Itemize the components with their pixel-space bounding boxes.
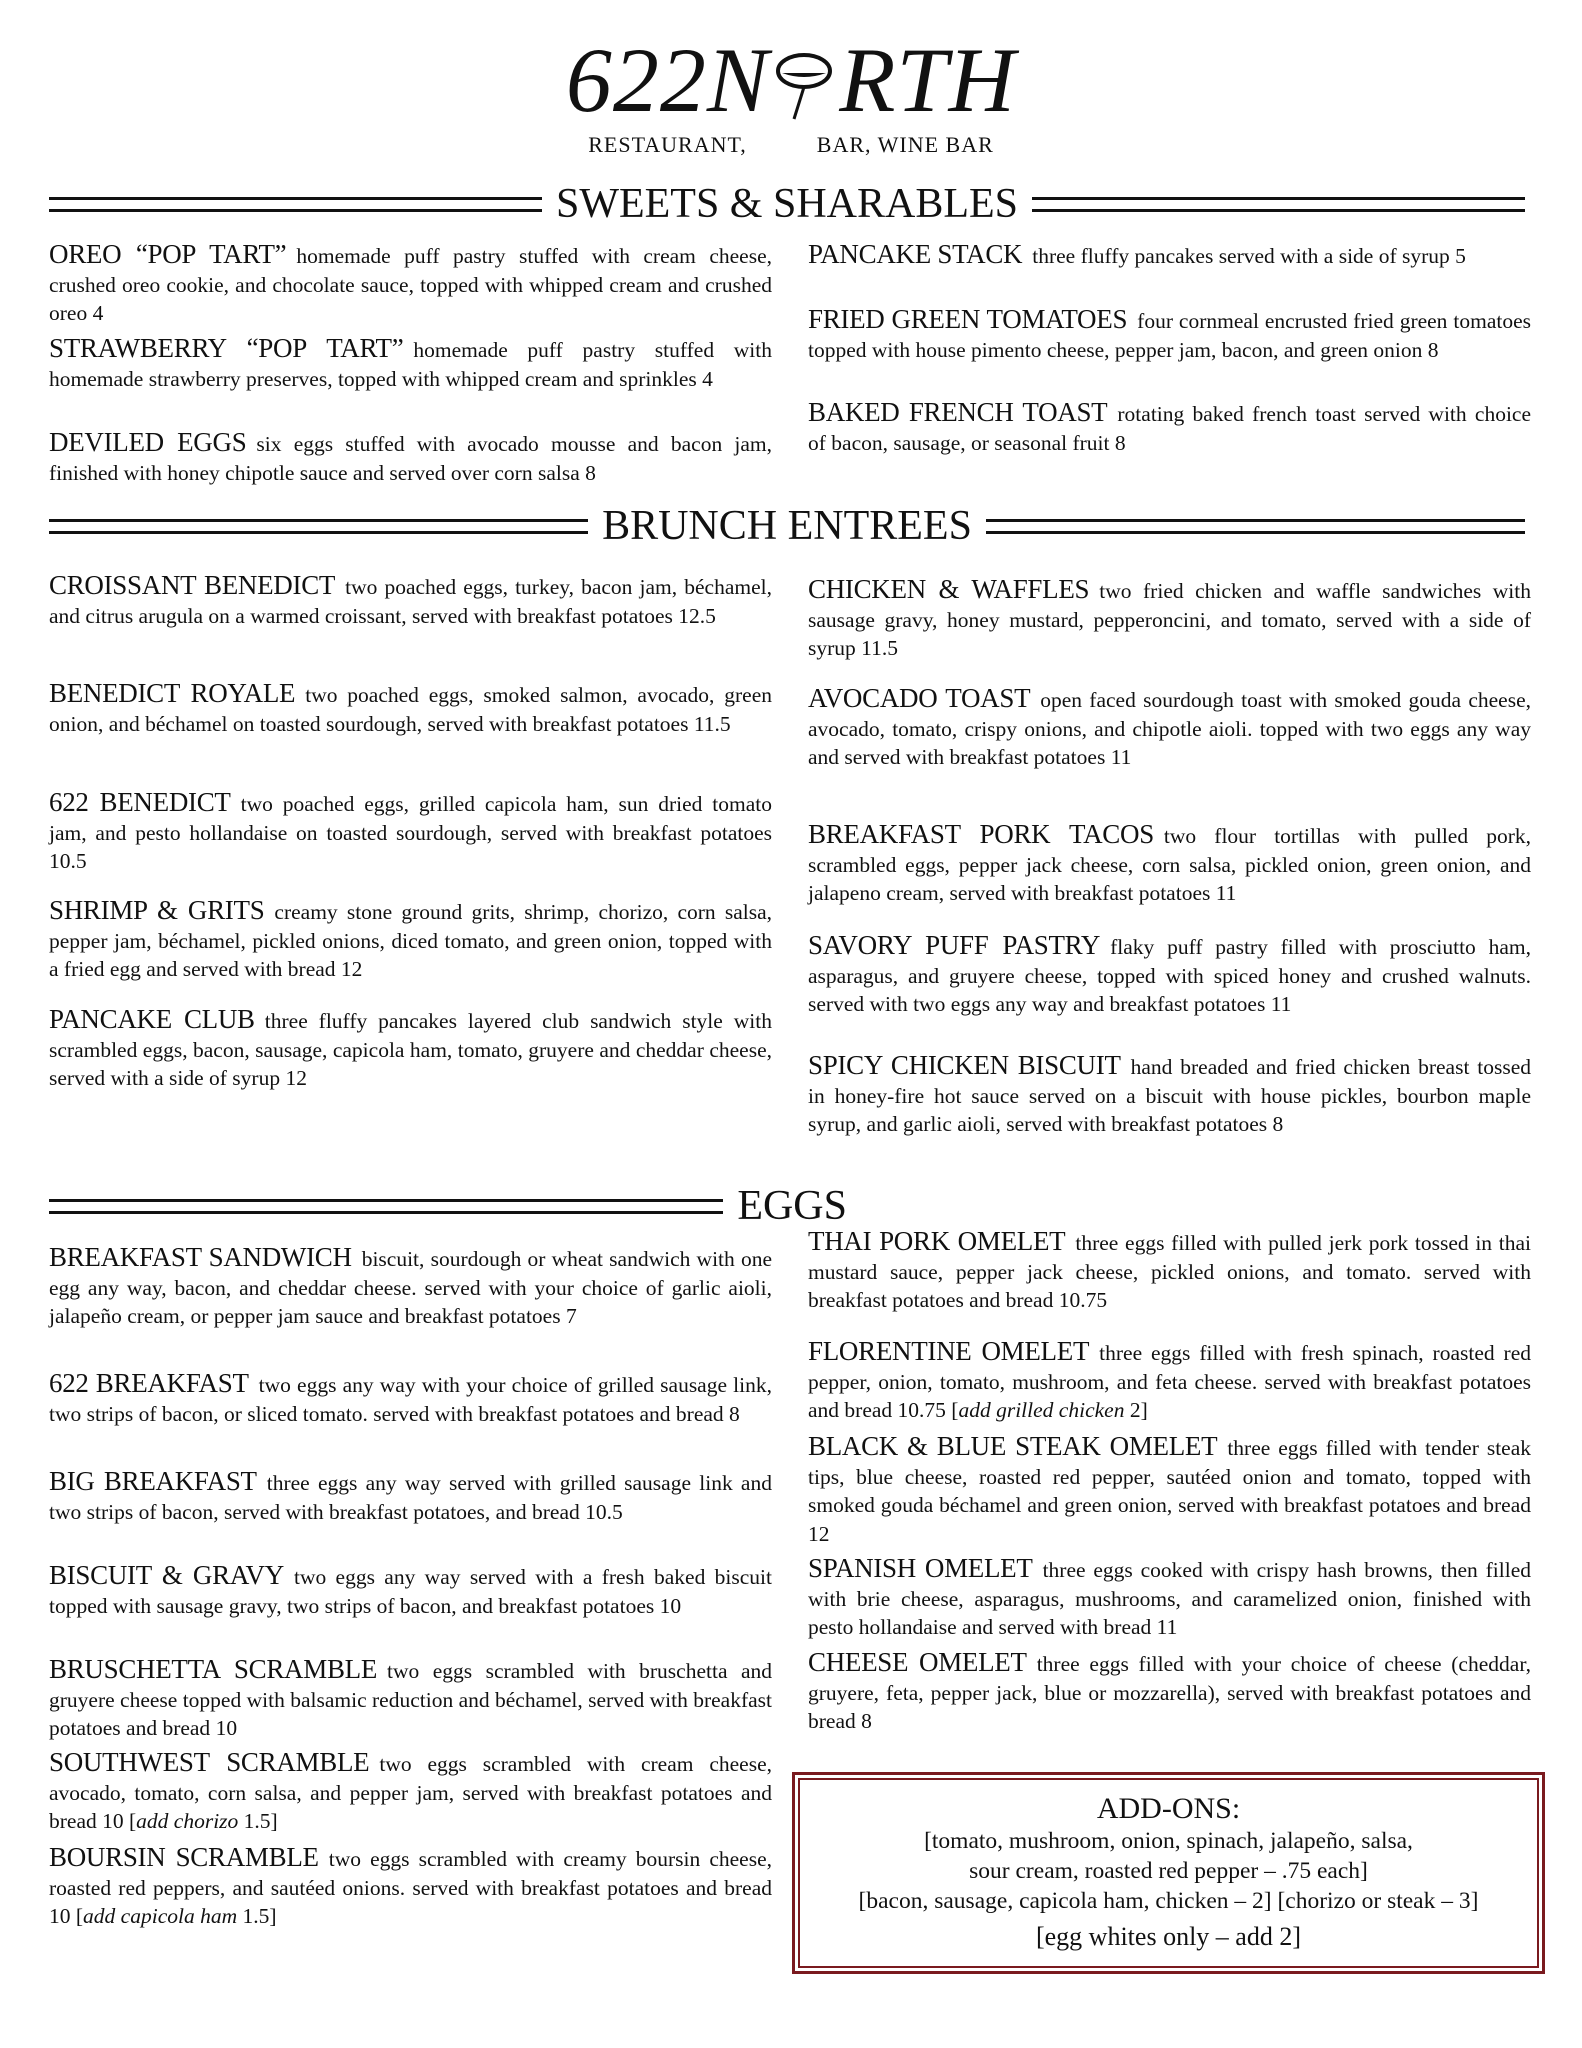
item-description: three eggs filled with pulled jerk pork tossed in thai mustard sauce, pepper jack cheese, pickled onions, and tomato. served with breakfast potatoes and bread	[808, 1231, 1532, 1312]
divider	[1032, 197, 1525, 212]
item-name: BIG BREAKFAST	[49, 1466, 257, 1496]
item-name: 622 BREAKFAST	[49, 1368, 249, 1398]
item-price: 4	[92, 301, 104, 325]
item-price: 12	[808, 1521, 830, 1546]
item-price: 8	[861, 1709, 872, 1733]
item-price: 12	[285, 1066, 307, 1090]
item-name: SPANISH OMELET	[808, 1553, 1033, 1583]
item-addon: [add chorizo 1.5]	[123, 1809, 278, 1833]
section-title: SWEETS & SHARABLES	[555, 181, 1019, 227]
item-name: THAI PORK OMELET	[808, 1226, 1066, 1256]
item-name: BOURSIN SCRAMBLE	[49, 1842, 319, 1872]
menu-item	[49, 1369, 772, 1428]
menu-item	[49, 1655, 772, 1743]
item-price: 10.75	[897, 1398, 946, 1422]
logo-subtitle-right: BAR, WINE BAR	[816, 132, 994, 157]
item-description: creamy stone ground grits, shrimp, chorizo, corn salsa, pepper jam, béchamel, pickled onions, diced tomato, and green onion, topped with a fried egg and served with bread	[49, 900, 772, 981]
item-addon: [add grilled chicken 2]	[945, 1398, 1148, 1422]
logo-letter: N	[706, 29, 770, 131]
section-title: BRUNCH ENTREES	[602, 503, 972, 549]
menu-item	[808, 1554, 1531, 1642]
item-price: 11	[1215, 881, 1237, 905]
item-price: 12	[340, 957, 363, 981]
item-addon: [add capicola ham 1.5]	[70, 1904, 277, 1928]
menu-item	[808, 1337, 1531, 1425]
item-price: 4	[702, 366, 713, 391]
menu-item	[808, 305, 1531, 364]
item-name: BENEDICT ROYALE	[49, 678, 296, 708]
item-description: two eggs any way served with a fresh baked biscuit topped with sausage gravy, two strips of bacon, and breakfast potatoes	[49, 1565, 773, 1618]
menu-item	[49, 788, 772, 876]
menu-item	[49, 1243, 772, 1331]
item-name: OREO “POP TART”	[49, 239, 287, 269]
item-description: flaky puff pastry filled with prosciutto ham, asparagus, and gruyere cheese, topped with spiced honey and crushed walnuts. served with two eggs any way and breakfast potatoes	[808, 935, 1531, 1016]
menu-item	[808, 398, 1531, 457]
item-name: DEVILED EGGS	[49, 427, 247, 457]
addon-label: add grilled chicken	[958, 1398, 1125, 1422]
item-name: SOUTHWEST SCRAMBLE	[49, 1747, 370, 1777]
item-name: STRAWBERRY “POP TART”	[49, 333, 404, 363]
menu-item	[808, 1227, 1531, 1315]
item-name: FRIED GREEN TOMATOES	[808, 304, 1128, 334]
item-name: CHICKEN & WAFFLES	[808, 574, 1090, 604]
item-name: BRUSCHETTA SCRAMBLE	[49, 1654, 378, 1684]
item-price: 11.5	[861, 636, 898, 660]
menu-item	[808, 684, 1531, 772]
section-title: EGGS	[737, 1183, 847, 1229]
menu-item	[49, 240, 772, 328]
menu-item	[49, 428, 772, 487]
item-price: 11.5	[693, 711, 731, 736]
item-description: three eggs filled with fresh spinach, roasted red pepper, onion, tomato, mushroom, and feta cheese. served with breakfast potatoes and bread	[808, 1341, 1531, 1422]
item-price: 10.75	[1058, 1288, 1108, 1312]
item-description: three eggs cooked with crispy hash browns, then filled with brie cheese, asparagus, mushrooms, and caramelized onion, finished with pesto hollandaise and served with bread	[808, 1558, 1531, 1639]
menu-item	[808, 240, 1531, 271]
menu-item	[49, 334, 772, 393]
item-description: two fried chicken and waffle sandwiches with sausage gravy, honey mustard, pepperoncini, and tomato, served with a side of syrup	[808, 579, 1531, 660]
logo-subtitle-left: RESTAURANT,	[588, 132, 747, 157]
menu-item	[49, 896, 772, 984]
item-description: homemade puff pastry stuffed with homemade strawberry preserves, topped with whipped cream and sprinkles	[49, 338, 772, 391]
item-price: 10	[49, 1904, 71, 1928]
section-header-eggs	[49, 1182, 861, 1230]
addon-price: 2	[1129, 1398, 1141, 1422]
item-description: homemade puff pastry stuffed with cream cheese, crushed oreo cookie, and chocolate sauce, topped with whipped cream and crushed oreo	[49, 244, 773, 325]
item-description: two eggs any way with your choice of grilled sausage link, two strips of bacon, or sliced tomato. served with breakfast potatoes and bread	[49, 1373, 772, 1426]
item-description: three eggs filled with tender steak tips, blue cheese, roasted red pepper, sautéed onion and tomato, topped with smoked gouda béchamel and green onion, served with breakfast potatoes and bread	[808, 1436, 1531, 1517]
item-name: SAVORY PUFF PASTRY	[808, 930, 1101, 960]
addons-title: ADD-ONS:	[1096, 1792, 1241, 1825]
item-description: two poached eggs, grilled capicola ham, sun dried tomato jam, and pesto hollandaise on toasted sourdough, served with breakfast potatoes	[49, 792, 772, 845]
addons-line: [egg whites only – add 2]	[1035, 1922, 1301, 1951]
item-description: two eggs scrambled with creamy boursin cheese, roasted red peppers, and sautéed onions. served with breakfast potatoes and bread	[49, 1847, 772, 1900]
menu-item	[808, 820, 1531, 908]
menu-item	[49, 1748, 772, 1836]
item-price: 10.5	[49, 849, 87, 873]
item-name: CHEESE OMELET	[808, 1647, 1027, 1677]
item-name: SPICY CHICKEN BISCUIT	[808, 1050, 1121, 1080]
item-price: 10.5	[585, 1499, 623, 1524]
logo-wordmark	[0, 30, 1582, 130]
addons-line: [bacon, sausage, capicola ham, chicken – 2] [chorizo or steak – 3]	[858, 1888, 1479, 1914]
wine-glass-icon	[769, 30, 839, 130]
item-name: BLACK & BLUE STEAK OMELET	[808, 1431, 1218, 1461]
item-price: 8	[1114, 430, 1126, 455]
item-name: SHRIMP & GRITS	[49, 895, 265, 925]
item-name: FLORENTINE OMELET	[808, 1336, 1090, 1366]
section-header-sweets	[49, 180, 1525, 228]
logo-letters: RTH	[839, 29, 1017, 131]
divider	[49, 197, 542, 212]
item-price: 11	[1156, 1615, 1178, 1639]
item-name: BISCUIT & GRAVY	[49, 1560, 284, 1590]
addons-line: [tomato, mushroom, onion, spinach, jalapeño, salsa,	[924, 1828, 1413, 1854]
section-header-brunch	[49, 502, 1525, 550]
item-description: open faced sourdough toast with smoked gouda cheese, avocado, tomato, crispy onions, and chipotle aioli. topped with two eggs any way and served with breakfast potatoes	[808, 688, 1531, 769]
item-name: PANCAKE CLUB	[49, 1004, 255, 1034]
menu-item	[49, 571, 772, 630]
item-description: three fluffy pancakes layered club sandwich style with scrambled eggs, bacon, sausage, capicola ham, tomato, gruyere and cheddar cheese, served with a side of syrup	[49, 1009, 772, 1090]
item-name: AVOCADO TOAST	[808, 683, 1031, 713]
item-description: two poached eggs, turkey, bacon jam, béchamel, and citrus arugula on a warmed croissant, served with breakfast potatoes	[49, 575, 772, 628]
menu-item	[49, 679, 772, 738]
item-description: six eggs stuffed with avocado mousse and bacon jam, finished with honey chipotle sauce and served over corn salsa	[49, 432, 772, 485]
menu-item	[808, 931, 1531, 1019]
item-price: 8	[585, 460, 596, 485]
addons-line: sour cream, roasted red pepper – .75 each]	[969, 1858, 1368, 1884]
addon-price: 1.5	[243, 1809, 271, 1833]
item-price: 12.5	[678, 603, 716, 628]
item-name: BREAKFAST SANDWICH	[49, 1242, 352, 1272]
menu-item	[808, 1051, 1531, 1139]
divider	[49, 1199, 723, 1214]
restaurant-logo	[0, 30, 1582, 158]
item-price: 11	[1270, 992, 1292, 1016]
item-price: 5	[1455, 244, 1466, 268]
item-price: 8	[1272, 1112, 1284, 1136]
menu-item	[49, 1005, 772, 1093]
item-description: three eggs any way served with grilled sausage link and two strips of bacon, served with breakfast potatoes, and bread	[49, 1471, 772, 1524]
item-description: rotating baked french toast served with choice of bacon, sausage, or seasonal fruit	[808, 402, 1531, 455]
item-description: two eggs scrambled with cream cheese, avocado, tomato, corn salsa, and pepper jam, served with breakfast potatoes and bread	[49, 1752, 772, 1833]
item-price: 10	[215, 1716, 238, 1740]
menu-item	[49, 1467, 772, 1526]
item-description: two eggs scrambled with bruschetta and gruyere cheese topped with balsamic reduction and béchamel, served with breakfast potatoes and bread	[49, 1659, 772, 1740]
menu-item	[808, 575, 1531, 663]
item-description: two flour tortillas with pulled pork, scrambled eggs, pepper jack cheese, corn salsa, pickled onion, green onion, and jalapeno cream, served with breakfast potatoes	[808, 824, 1531, 905]
addon-price: 1.5	[242, 1904, 270, 1928]
menu-item	[49, 1561, 772, 1620]
item-description: three fluffy pancakes served with a side of syrup	[1032, 244, 1450, 268]
item-price: 8	[729, 1401, 740, 1426]
item-name: 622 BENEDICT	[49, 787, 231, 817]
item-price: 11	[1110, 745, 1132, 769]
addons-box	[792, 1772, 1545, 1974]
logo-number: 622	[565, 29, 707, 131]
menu-item	[49, 1843, 772, 1931]
divider	[986, 519, 1525, 534]
addon-label: add capicola ham	[83, 1904, 238, 1928]
addon-label: add chorizo	[136, 1809, 239, 1833]
item-description: two poached eggs, smoked salmon, avocado, green onion, and béchamel on toasted sourdough, served with breakfast potatoes	[49, 683, 773, 736]
item-name: PANCAKE STACK	[808, 239, 1023, 269]
menu-item	[808, 1648, 1531, 1736]
item-name: BAKED FRENCH TOAST	[808, 397, 1108, 427]
item-name: BREAKFAST PORK TACOS	[808, 819, 1154, 849]
item-name: CROISSANT BENEDICT	[49, 570, 336, 600]
item-description: three eggs filled with your choice of cheese (cheddar, gruyere, feta, pepper jack, blue or mozzarella), served with breakfast potatoes and bread	[808, 1652, 1531, 1733]
item-price: 10	[102, 1809, 124, 1833]
item-description: hand breaded and fried chicken breast tossed in honey-fire hot sauce served on a biscuit with house pickles, bourbon maple syrup, and garlic aioli, served with breakfast potatoes	[808, 1055, 1531, 1136]
item-price: 7	[565, 1304, 577, 1328]
item-description: four cornmeal encrusted fried green tomatoes topped with house pimento cheese, pepper jam, bacon, and green onion	[808, 309, 1531, 362]
item-description: biscuit, sourdough or wheat sandwich with one egg any way, bacon, and cheddar cheese. served with your choice of garlic aioli, jalapeño cream, or pepper jam sauce and breakfast potatoes	[49, 1247, 772, 1328]
item-price: 8	[1427, 337, 1439, 362]
divider	[49, 519, 588, 534]
menu-item	[808, 1432, 1531, 1548]
item-price: 10	[659, 1593, 682, 1618]
